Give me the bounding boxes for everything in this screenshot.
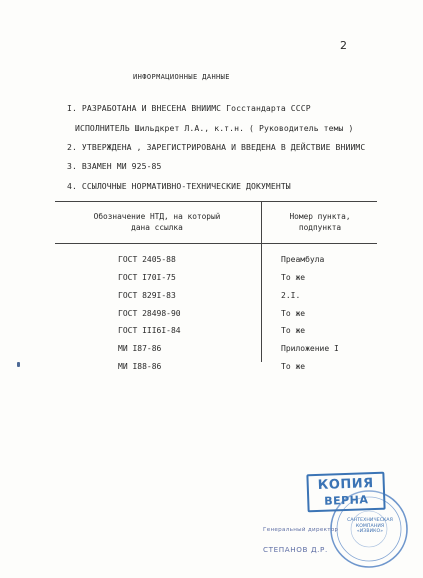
item-1-executor: ИСПОЛНИТЕЛЬ Шильдкрет Л.А., к.т.н. ( Руководитель темы ) [75,123,354,133]
table-row-clause: 2.I. [281,291,301,300]
table-row-doc: ГОСТ I70I-75 [118,273,176,282]
seal-text-line: КОМПАНИЯ [355,523,385,529]
seal-text-line: САНТЕХНИЧЕСКАЯ [347,518,393,523]
item-1-developed: I. РАЗРАБОТАНА И ВНЕСЕНА ВНИИМС Госстандарта СССР [67,103,311,113]
table-row-doc: ГОСТ 28498-90 [118,309,181,318]
ink-mark [17,362,20,367]
document-heading: ИНФОРМАЦИОННЫЕ ДАННЫЕ [133,73,230,81]
table-row-doc: МИ I88-86 [118,362,162,371]
table-row-clause: То же [281,362,306,371]
table-row-doc: ГОСТ 829I-83 [118,291,176,300]
table-row-doc: ГОСТ III6I-84 [118,326,181,335]
table-column-divider [261,201,262,362]
table-row-clause: То же [281,326,306,335]
table-row-clause: То же [281,309,306,318]
seal-text-line: «ИЗВИКО» [356,529,384,535]
table-top-rule [55,201,377,202]
seal-text [340,518,400,535]
table-header-doc-line1: Обозначение НТД, на который [93,212,221,221]
table-header-clause-line1: Номер пункта, [289,212,351,221]
stamp-line-1: КОПИЯ [317,476,374,493]
table-row-doc: ГОСТ 2405-88 [118,255,176,264]
signatory-name: СТЕПАНОВ Д.Р. [263,545,328,554]
table-row-clause: То же [281,273,306,282]
stamp-line-2: ВЕРНА [323,493,369,508]
table-header-rule [55,243,377,244]
copy-verified-stamp [306,472,385,513]
item-4-references: 4. ССЫЛОЧНЫЕ НОРМАТИВНО-ТЕХНИЧЕСКИЕ ДОКУМЕНТЫ [67,181,291,191]
table-header-doc-line2: дана ссылка [131,223,183,232]
table-header-clause-line2: подпункта [298,223,342,232]
item-3-replaces: 3. ВЗАМЕН МИ 925-85 [67,161,162,171]
table-row-clause: Приложение I [281,344,339,353]
table-row-clause: Преамбула [281,255,325,264]
table-row-doc: МИ I87-86 [118,344,162,353]
page-number: 2 [340,39,347,52]
item-2-approved: 2. УТВЕРЖДЕНА , ЗАРЕГИСТРИРОВАНА И ВВЕДЕНА В ДЕЙСТВИЕ ВНИИМС [67,142,366,152]
signatory-title: Генеральный директор [263,527,339,533]
